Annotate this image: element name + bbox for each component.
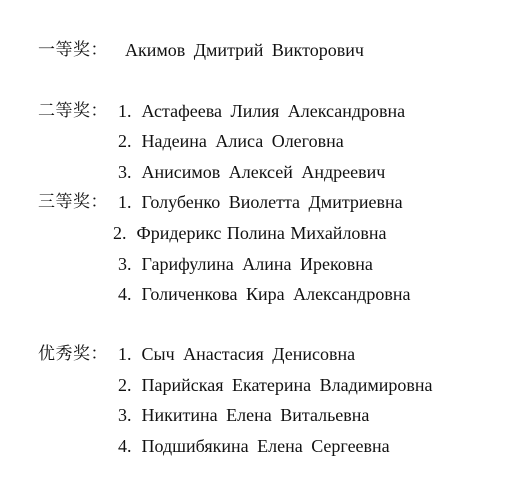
- entry-name: Сыч Анастасия Денисовна: [141, 344, 356, 364]
- excellence-entry-4: [118, 435, 390, 457]
- entry-number: 1.: [118, 344, 132, 364]
- entry-name: Голубенко Виолетта Дмитриевна: [141, 192, 403, 212]
- excellence-entry-2: [118, 374, 433, 396]
- entry-name: Никитина Елена Витальевна: [141, 405, 370, 425]
- entry-name: Парийская Екатерина Владимировна: [141, 375, 433, 395]
- second-prize-entry-3: [118, 161, 385, 183]
- excellence-entry-1: [118, 343, 355, 365]
- entry-name: Надеина Алиса Олеговна: [141, 131, 344, 151]
- excellence-award-label: 优秀奖：: [38, 344, 108, 364]
- third-prize-entry-1: [118, 191, 403, 213]
- entry-number: 1.: [118, 101, 132, 121]
- entry-name: Подшибякина Елена Сергеевна: [141, 436, 390, 456]
- entry-name: Гарифулина Алина Ирековна: [141, 254, 373, 274]
- entry-name: Голиченкова Кира Александровна: [141, 284, 411, 304]
- second-prize-entry-2: [118, 130, 344, 152]
- entry-name: Акимов Дмитрий Викторович: [125, 40, 364, 60]
- second-prize-label: 二等奖：: [38, 101, 108, 121]
- entry-number: 2.: [113, 223, 127, 243]
- entry-number: 4.: [118, 284, 132, 304]
- third-prize-entry-3: [118, 253, 373, 275]
- entry-number: 3.: [118, 405, 132, 425]
- entry-number: 2.: [118, 375, 132, 395]
- third-prize-label: 三等奖：: [38, 192, 108, 212]
- entry-name: Астафеева Лилия Александровна: [141, 101, 406, 121]
- entry-name: Анисимов Алексей Андреевич: [141, 162, 386, 182]
- entry-number: 4.: [118, 436, 132, 456]
- third-prize-entry-4: [118, 283, 410, 305]
- third-prize-entry-2: [113, 222, 387, 244]
- entry-number: 1.: [118, 192, 132, 212]
- first-prize-entry: [125, 39, 364, 61]
- entry-number: 3.: [118, 254, 132, 274]
- entry-number: 3.: [118, 162, 132, 182]
- excellence-entry-3: [118, 404, 369, 426]
- entry-name: Фридерикс Полина Михайловна: [136, 223, 387, 243]
- first-prize-label: 一等奖：: [38, 40, 108, 60]
- entry-number: 2.: [118, 131, 132, 151]
- second-prize-entry-1: [118, 100, 405, 122]
